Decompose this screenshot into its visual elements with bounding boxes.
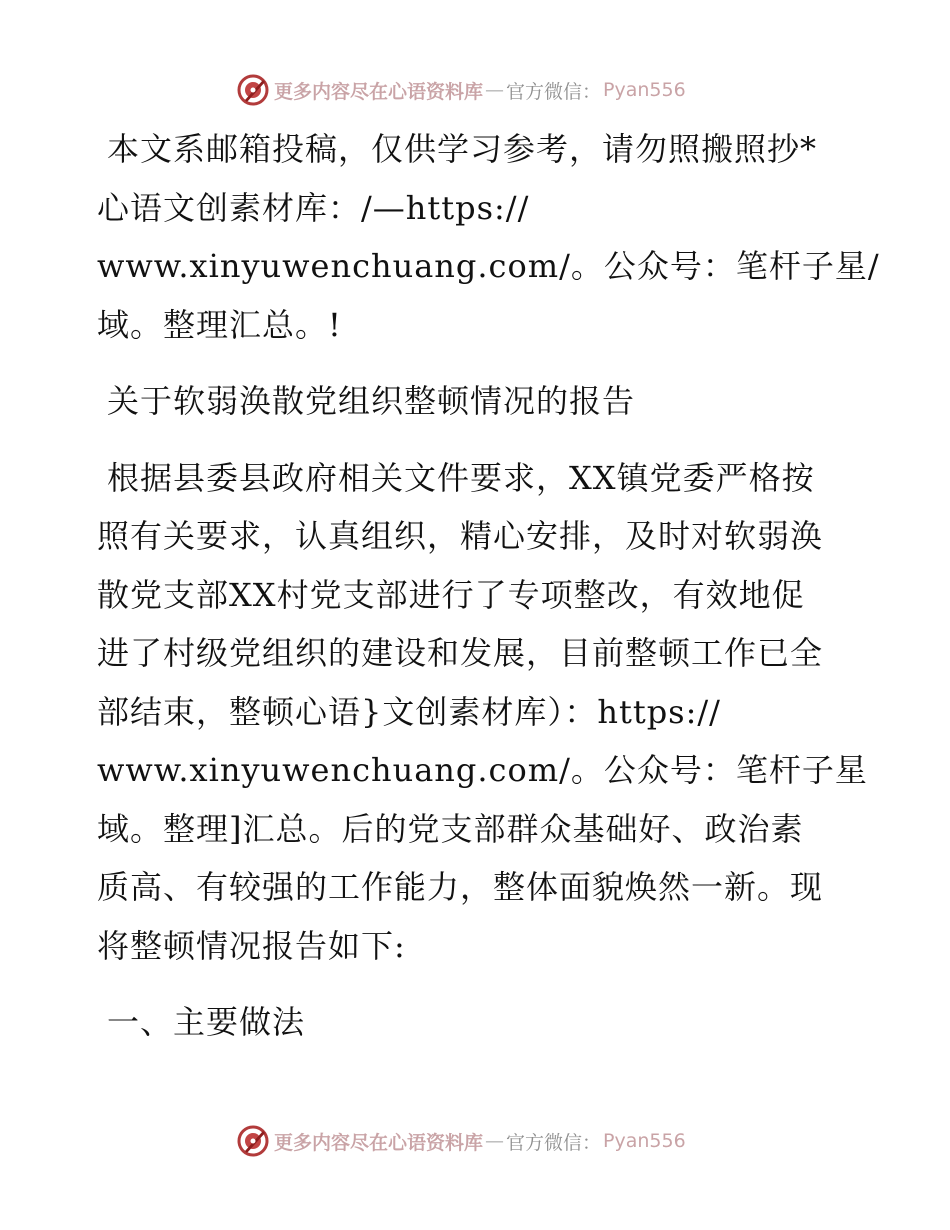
intro-line: 心语文创素材库：/—https:// bbox=[97, 188, 530, 227]
body-line: 部结束，整顿心语}文创素材库）：https:// bbox=[97, 692, 721, 731]
body-paragraph bbox=[97, 449, 868, 976]
intro-line: 本文系邮箱投稿，仅供学习参考，请勿照搬照抄* bbox=[107, 130, 818, 168]
document-body bbox=[97, 120, 880, 1052]
body-line: 进了村级党组织的建设和发展，目前整顿工作已全 bbox=[97, 634, 824, 672]
banner-slogan: 更多内容尽在心语资料库 bbox=[274, 1131, 484, 1154]
document-title: 关于软弱涣散党组织整顿情况的报告 bbox=[107, 382, 636, 420]
body-line: 散党支部XX村党支部进行了专项整改，有效地促 bbox=[97, 575, 805, 614]
body-line: 照有关要求，认真组织，精心安排，及时对软弱涣 bbox=[97, 517, 824, 555]
intro-line: www.xinyuwenchuang.com/。公众号：笔杆子星/ bbox=[97, 247, 880, 285]
intro-paragraph bbox=[97, 120, 880, 354]
banner-dash: — bbox=[485, 79, 505, 101]
section-heading: 一、主要做法 bbox=[107, 1003, 306, 1041]
banner-slogan: 更多内容尽在心语资料库 bbox=[274, 80, 484, 103]
header-banner bbox=[236, 72, 686, 108]
body-line: www.xinyuwenchuang.com/。公众号：笔杆子星 bbox=[97, 751, 868, 789]
banner-wechat-id: Pyan556 bbox=[603, 79, 686, 101]
pen-logo-icon bbox=[236, 1124, 270, 1158]
body-line: 域。整理]汇总。后的党支部群众基础好、政治素 bbox=[97, 809, 804, 848]
banner-wechat-label: 官方微信： bbox=[506, 80, 602, 103]
footer-banner bbox=[236, 1123, 686, 1159]
banner-wechat-label: 官方微信： bbox=[506, 1131, 602, 1154]
body-line: 将整顿情况报告如下: bbox=[97, 926, 406, 965]
banner-wechat-id: Pyan556 bbox=[603, 1130, 686, 1152]
body-line: 质高、有较强的工作能力，整体面貌焕然一新。现 bbox=[97, 868, 824, 906]
banner-dash: — bbox=[485, 1130, 505, 1152]
pen-logo-icon bbox=[236, 73, 270, 107]
intro-line: 域。整理汇总。! bbox=[97, 305, 342, 344]
body-line: 根据县委县政府相关文件要求，XX镇党委严格按 bbox=[107, 458, 815, 497]
